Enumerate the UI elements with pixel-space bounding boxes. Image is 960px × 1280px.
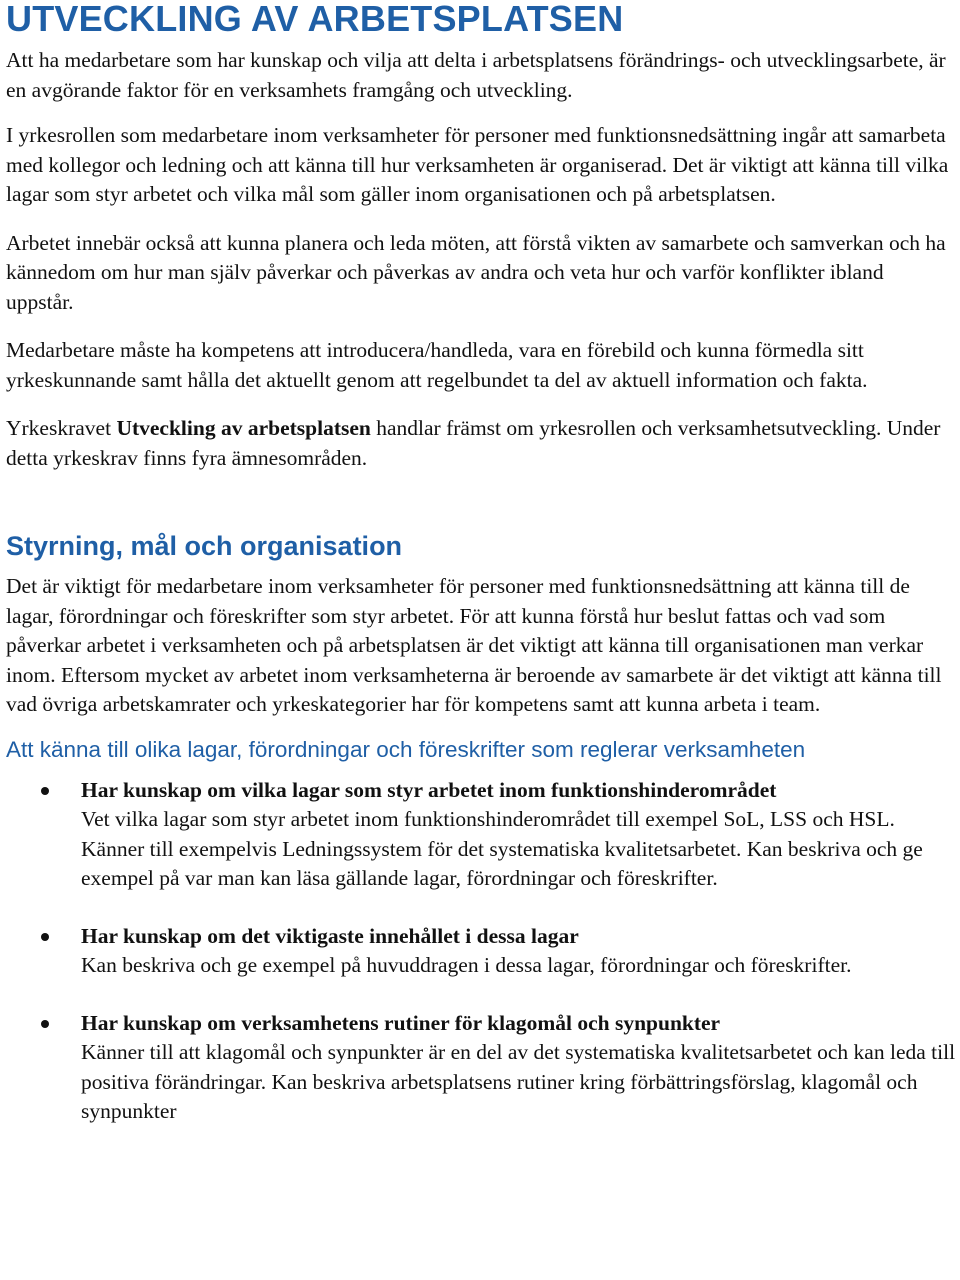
intro-p5-emphasis: Utveckling av arbetsplatsen xyxy=(116,416,371,440)
intro-p5-lead: Yrkeskravet xyxy=(6,416,117,440)
section-heading: Styrning, mål och organisation xyxy=(6,531,403,561)
section-paragraph: Det är viktigt för medarbetare inom verksamheter för personer med funktionsnedsättning att känna till de lagar, förordningar och föreskrifter som styr arbetet. För att kunna förstå hur beslut fattas och vad som påverkar arbetet i verksamheten och på arbetsplatsen är det viktigt att känna till organisationen man verkar inom. Eftersom mycket av arbetet inom verksamheterna är beroende av samarbete är det viktigt att känna till vad övriga arbetskamrater och yrkeskategorier har för kompetens samt att kunna arbeta i team. xyxy=(6,574,942,716)
intro-paragraph-1: Att ha medarbetare som har kunskap och vilja att delta i arbetsplatsens förändrings- och utvecklingsarbete, är en avgörande faktor för en verksamhets framgång och utveckling. xyxy=(6,48,946,102)
bullet-icon xyxy=(41,933,49,941)
requirement-description: Vet vilka lagar som styr arbetet inom funktionshinderområdet till exempel SoL, LSS och HSL. Känner till exempelvis Ledningssystem för det systematiska kvalitetsarbetet. Kan beskriva och ge exempel på var man kan läsa gällande lagar, förordningar och föreskrifter. xyxy=(81,807,923,890)
requirement-item xyxy=(6,776,956,894)
intro-paragraph-5 xyxy=(6,414,956,473)
requirement-description: Kan beskriva och ge exempel på huvuddragen i dessa lagar, förordningar och föreskrifter. xyxy=(81,953,852,977)
requirement-title: Har kunskap om vilka lagar som styr arbetet inom funktionshinderområdet xyxy=(81,777,777,802)
intro-paragraph-4: Medarbetare måste ha kompetens att introducera/handleda, vara en förebild och kunna förmedla sitt yrkeskunnande samt hålla det aktuellt genom att regelbundet ta del av aktuell information och fakta. xyxy=(6,338,868,392)
bullet-icon xyxy=(41,1020,49,1028)
requirement-description: Känner till att klagomål och synpunkter är en del av det systematiska kvalitetsarbetet och kan leda till positiva förändringar. Kan beskriva arbetsplatsens rutiner kring förbättringsförslag, klagomål och synpunkter xyxy=(81,1040,956,1123)
page-title: UTVECKLING AV ARBETSPLATSEN xyxy=(6,0,624,39)
bullet-icon xyxy=(41,787,49,795)
requirement-item xyxy=(6,1009,956,1127)
requirement-item xyxy=(6,922,956,981)
intro-p5-tail: handlar främst om yrkesrollen och verksamhetsutveckling. Under detta yrkeskrav finns fyra ämnesområden. xyxy=(6,416,941,470)
intro-paragraph-3: Arbetet innebär också att kunna planera och leda möten, att förstå vikten av samarbete och samverkan och ha kännedom om hur man själv påverkar och påverkas av andra och veta hur och varför konflikter ibland uppstår. xyxy=(6,230,946,314)
requirement-title: Har kunskap om verksamhetens rutiner för klagomål och synpunkter xyxy=(81,1010,721,1035)
intro-paragraph-2: I yrkesrollen som medarbetare inom verksamheter för personer med funktionsnedsättning ingår att samarbeta med kollegor och ledning och att känna till hur verksamheten är organiserad. Det är viktigt att känna till vilka lagar som styr arbetet och vilka mål som gäller inom organisationen och på arbetsplatsen. xyxy=(6,123,949,206)
requirement-list xyxy=(6,776,956,1127)
section-subheading: Att känna till olika lagar, förordningar och föreskrifter som reglerar verksamheten xyxy=(6,736,806,762)
requirement-title: Har kunskap om det viktigaste innehållet i dessa lagar xyxy=(81,923,579,948)
